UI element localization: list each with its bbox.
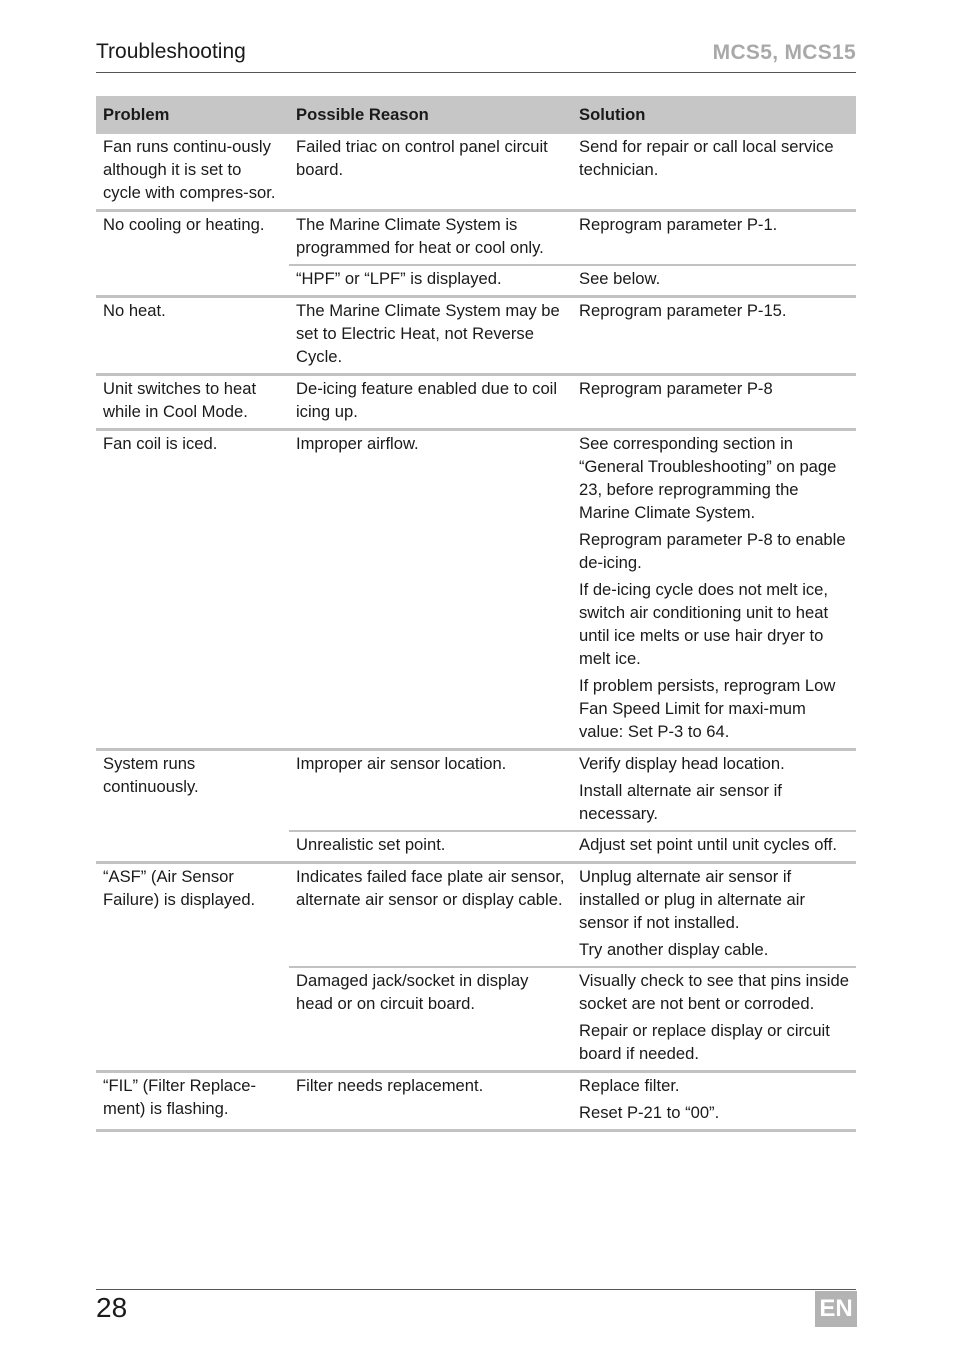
table-row [96,211,856,266]
table-body [96,134,856,1131]
reason-text: The Marine Climate System may be set to Electric Heat, not Reverse Cycle. [296,301,560,366]
solution-text: Reprogram parameter P-1. [579,215,778,234]
problem-cell [96,1072,289,1131]
reason-cell [289,430,572,750]
problem-text: Fan coil is iced. [103,434,218,453]
solution-text: Send for repair or call local service technician. [579,137,834,179]
solution-text: Adjust set point until unit cycles off. [579,835,837,854]
solution-cell [572,265,856,297]
reason-cell [289,211,572,266]
solution-text: Try another display cable. [579,940,769,959]
reason-cell [289,967,572,1072]
model-label: MCS5, MCS15 [712,41,856,64]
reason-cell [289,750,572,832]
problem-cell [96,297,289,375]
table-row [96,375,856,430]
troubleshooting-table [96,96,856,1132]
column-header-reason: Possible Reason [289,96,572,134]
solution-text: If de-icing cycle does not melt ice, switch air conditioning unit to heat until ice melts or use hair dryer to melt ice. [579,580,829,668]
reason-cell [289,297,572,375]
reason-text: Damaged jack/socket in display head or on circuit board. [296,971,529,1013]
reason-text: The Marine Climate System is programmed for heat or cool only. [296,215,544,257]
solution-text: See corresponding section in “General Troubleshooting” on page 23, before reprogramming the Marine Climate System. [579,434,837,522]
solution-cell [572,430,856,750]
problem-text: No heat. [103,301,166,320]
solution-text: Reprogram parameter P-15. [579,301,787,320]
solution-cell [572,134,856,211]
solution-text: Install alternate air sensor if necessary. [579,781,782,823]
table-header-row [96,96,856,134]
reason-text: Filter needs replacement. [296,1076,484,1095]
solution-text: If problem persists, reprogram Low Fan Speed Limit for maxi-mum value: Set P-3 to 64. [579,676,836,741]
problem-cell [96,211,289,297]
footer-divider [96,1289,856,1290]
reason-text: Unrealistic set point. [296,835,446,854]
problem-cell [96,750,289,863]
solution-text: Replace filter. [579,1076,680,1095]
problem-text: “FIL” (Filter Replace-ment) is flashing. [103,1076,257,1118]
reason-cell [289,375,572,430]
solution-cell [572,1072,856,1131]
solution-text: Unplug alternate air sensor if installed or plug in alternate air sensor if not installed. [579,867,805,932]
problem-text: System runs continuously. [103,754,199,796]
reason-text: De-icing feature enabled due to coil icing up. [296,379,558,421]
language-badge: EN [815,1291,857,1327]
problem-cell [96,134,289,211]
table-row [96,134,856,211]
solution-text: Reprogram parameter P-8 [579,379,773,398]
section-title: Troubleshooting [96,40,246,63]
solution-text: Reset P-21 to “00”. [579,1103,720,1122]
reason-text: “HPF” or “LPF” is displayed. [296,269,502,288]
reason-text: Improper air sensor location. [296,754,507,773]
solution-text: See below. [579,269,661,288]
reason-cell [289,1072,572,1131]
solution-cell [572,750,856,832]
solution-text: Verify display head location. [579,754,785,773]
reason-text: Indicates failed face plate air sensor, alternate air sensor or display cable. [296,867,565,909]
problem-text: Fan runs continu-ously although it is set to cycle with compres-sor. [103,137,276,202]
reason-cell [289,863,572,968]
solution-cell [572,967,856,1072]
problem-text: Unit switches to heat while in Cool Mode. [103,379,257,421]
solution-cell [572,375,856,430]
reason-cell [289,831,572,863]
table-row [96,750,856,832]
column-header-solution: Solution [572,96,856,134]
solution-cell [572,211,856,266]
solution-cell [572,297,856,375]
solution-cell [572,831,856,863]
problem-cell [96,430,289,750]
reason-text: Improper airflow. [296,434,419,453]
reason-cell [289,134,572,211]
table-row [96,297,856,375]
page-number: 28 [96,1292,128,1323]
solution-text: Reprogram parameter P-8 to enable de-icing. [579,530,846,572]
problem-cell [96,375,289,430]
solution-text: Repair or replace display or circuit board if needed. [579,1021,830,1063]
problem-text: “ASF” (Air Sensor Failure) is displayed. [103,867,256,909]
column-header-problem: Problem [96,96,289,134]
reason-cell [289,265,572,297]
problem-text: No cooling or heating. [103,215,265,234]
table-row [96,863,856,968]
table-row [96,430,856,750]
problem-cell [96,863,289,1072]
reason-text: Failed triac on control panel circuit board. [296,137,548,179]
solution-text: Visually check to see that pins inside socket are not bent or corroded. [579,971,849,1013]
solution-cell [572,863,856,968]
page-header [96,40,856,73]
table-row [96,1072,856,1131]
